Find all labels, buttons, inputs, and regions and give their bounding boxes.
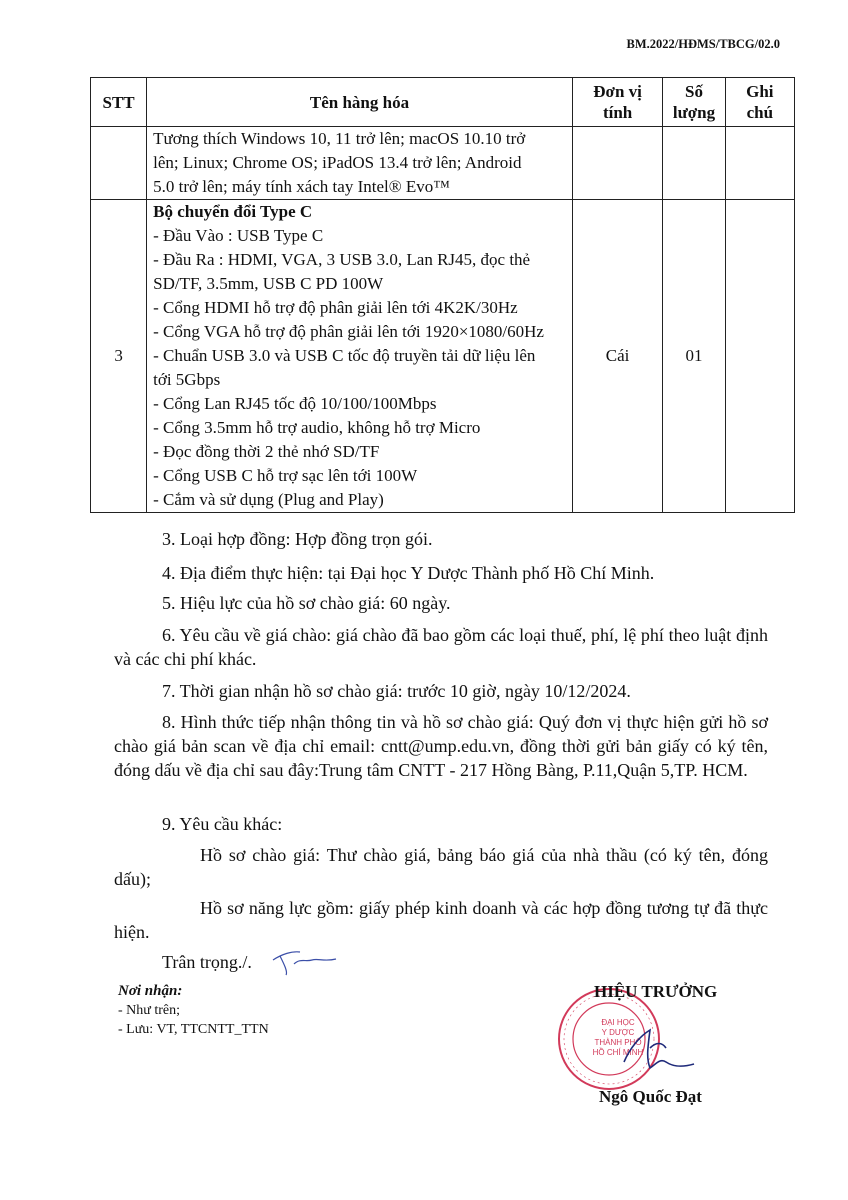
table-header-row <box>91 78 795 127</box>
goods-table <box>90 77 795 513</box>
cell-stt-empty <box>91 127 147 200</box>
paragraph-price-requirement: 6. Yêu cầu về giá chào: giá chào đã bao gồm các loại thuế, phí, lệ phí theo luật định và các chi phí khác. <box>114 625 768 669</box>
cell-unit: Cái <box>572 200 663 513</box>
continuation-line: Tương thích Windows 10, 11 trở lên; macOS 10.10 trở <box>153 129 526 148</box>
header-note-line1: Ghi <box>746 82 774 101</box>
paragraph-quote-documents: Hồ sơ chào giá: Thư chào giá, bảng báo giá của nhà thầu (có ký tên, đóng dấu); <box>114 845 768 889</box>
header-unit-line2: tính <box>602 103 633 122</box>
paragraph-location: 4. Địa điểm thực hiện: tại Đại học Y Dược Thành phố Hồ Chí Minh. <box>162 563 655 583</box>
header-qty-line1: Số <box>685 82 703 101</box>
item-spec-line: - Đầu Ra : HDMI, VGA, 3 USB 3.0, Lan RJ45, đọc thẻ <box>153 250 531 269</box>
initials-signature <box>270 944 340 978</box>
cell-stt: 3 <box>91 200 147 513</box>
signer-name: Ngô Quốc Đạt <box>599 1087 702 1106</box>
item-spec-line: - Cổng VGA hỗ trợ độ phân giải lên tới 1920×1080/60Hz <box>153 322 544 341</box>
table-row-continuation <box>91 127 795 200</box>
header-unit-line1: Đơn vị <box>593 82 642 101</box>
header-unit <box>572 78 663 127</box>
item-spec-line: - Cổng Lan RJ45 tốc độ 10/100/100Mbps <box>153 394 437 413</box>
paragraph-submission-method: 8. Hình thức tiếp nhận thông tin và hồ sơ chào giá: Quý đơn vị thực hiện gửi hồ sơ chào giá bản scan về địa chỉ email: cntt@ump.edu.vn, đồng thời gửi bản giấy có ký tên, đóng dấu về địa chỉ sau đây:Trung tâm CNTT - 217 Hồng Bàng, P.11,Quận 5,TP. HCM. <box>114 712 768 780</box>
seal-text-line: THÀNH PHỐ <box>594 1038 642 1047</box>
form-code: BM.2022/HĐMS/TBCG/02.0 <box>626 37 780 51</box>
cell-item-description <box>147 200 573 513</box>
header-qty <box>663 78 725 127</box>
signer-title: HIỆU TRƯỞNG <box>594 982 718 1001</box>
cell-qty: 01 <box>663 200 725 513</box>
item-spec-line: - Chuẩn USB 3.0 và USB C tốc độ truyền tải dữ liệu lên <box>153 346 536 365</box>
recipient-item: - Như trên; <box>118 1003 181 1018</box>
item-spec-line: - Cổng HDMI hỗ trợ độ phân giải lên tới 4K2K/30Hz <box>153 298 518 317</box>
cell-unit-empty <box>572 127 663 200</box>
closing-text: Trân trọng./. <box>162 952 252 972</box>
item-title: Bộ chuyển đổi Type C <box>153 202 313 221</box>
paragraph-capability-documents: Hồ sơ năng lực gồm: giấy phép kinh doanh và các hợp đồng tương tự đã thực hiện. <box>114 898 768 942</box>
item-spec-line: - Cổng USB C hỗ trợ sạc lên tới 100W <box>153 466 418 485</box>
continuation-line: lên; Linux; Chrome OS; iPadOS 13.4 trở lên; Android <box>153 153 522 172</box>
paragraph-receipt-time: 7. Thời gian nhận hồ sơ chào giá: trước 10 giờ, ngày 10/12/2024. <box>162 681 631 701</box>
paragraph-contract-type: 3. Loại hợp đồng: Hợp đồng trọn gói. <box>162 529 433 549</box>
seal-text-line: HỒ CHÍ MINH <box>592 1048 644 1057</box>
header-note <box>725 78 794 127</box>
paragraph-validity: 5. Hiệu lực của hồ sơ chào giá: 60 ngày. <box>162 593 451 613</box>
seal-text-line: ĐẠI HỌC <box>601 1018 635 1027</box>
header-name: Tên hàng hóa <box>147 78 573 127</box>
table-row-item-3 <box>91 200 795 513</box>
item-spec-line: - Cắm và sử dụng (Plug and Play) <box>153 490 384 509</box>
cell-qty-empty <box>663 127 725 200</box>
seal-text-line: Y DƯỢC <box>601 1028 635 1037</box>
item-spec-line: - Cổng 3.5mm hỗ trợ audio, không hỗ trợ Micro <box>153 418 481 437</box>
item-spec-line: SD/TF, 3.5mm, USB C PD 100W <box>153 274 384 293</box>
continuation-line: 5.0 trở lên; máy tính xách tay Intel® Evo™ <box>153 177 450 196</box>
item-spec-line: - Đọc đồng thời 2 thẻ nhớ SD/TF <box>153 442 380 461</box>
header-qty-line2: lượng <box>672 103 716 122</box>
cell-note <box>725 200 794 513</box>
item-spec-line: tới 5Gbps <box>153 370 221 389</box>
item-spec-line: - Đầu Vào : USB Type C <box>153 226 324 245</box>
cell-continuation-text <box>147 127 573 200</box>
header-note-line2: chú <box>746 103 774 122</box>
header-stt: STT <box>91 78 147 127</box>
paragraph-other-requirements: 9. Yêu cầu khác: <box>162 814 283 834</box>
recipients-block <box>118 982 269 1039</box>
recipients-title: Nơi nhận: <box>118 983 183 999</box>
handwritten-signature <box>610 1018 700 1078</box>
recipient-item: - Lưu: VT, TTCNTT_TTN <box>118 1022 269 1037</box>
cell-note-empty <box>725 127 794 200</box>
